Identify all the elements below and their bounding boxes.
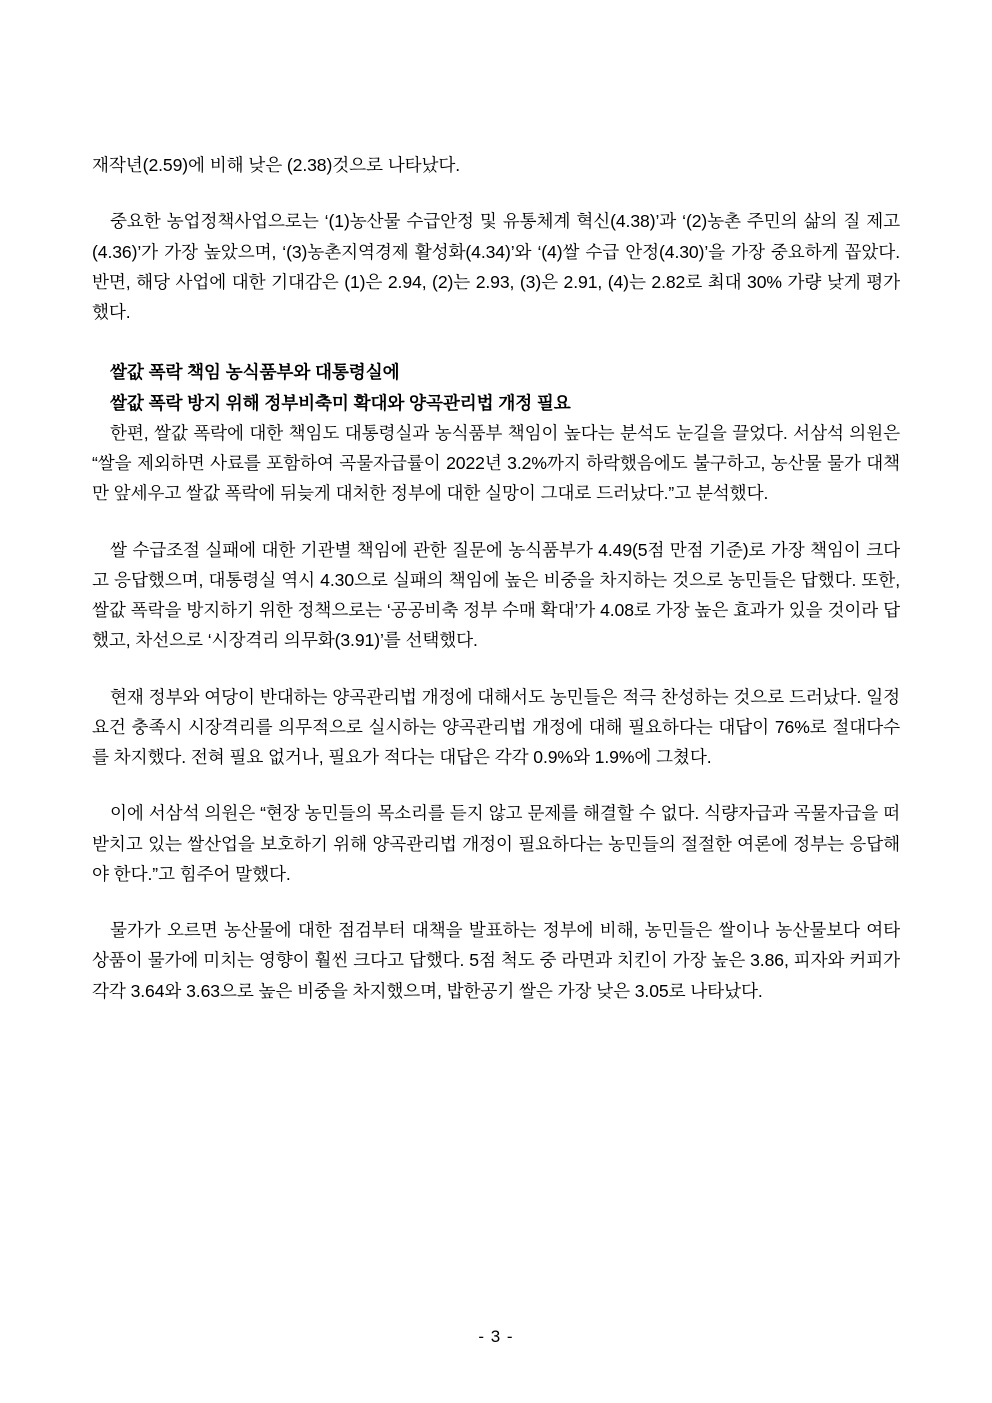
paragraph-price-index: 물가가 오르면 농산물에 대한 점검부터 대책을 발표하는 정부에 비해, 농민들은 쌀이나 농산물보다 여타 상품이 물가에 미치는 영향이 훨씬 크다고 답했다. 5점 척도 중 라면과 치킨이 가장 높은 3.86, 피자와 커피가 각각 3.64와 3.63으로 높은 비중을 차지했으며, 밥한공기 쌀은 가장 낮은 3.05로 나타났다. xyxy=(92,920,900,1001)
subheading-law-revision: 쌀값 폭락 방지 위해 정부비축미 확대와 양곡관리법 개정 필요 xyxy=(110,392,571,413)
paragraph-spacer xyxy=(92,509,900,535)
paragraph-supply-failure: 쌀 수급조절 실패에 대한 기관별 책임에 관한 질문에 농식품부가 4.49(5점 만점 기준)로 가장 책임이 크다고 응답했으며, 대통령실 역시 4.30으로 실패의 책임에 높은 비중을 차지하는 것으로 농민들은 답했다. 또한, 쌀값 폭락을 방지하기 위한 정책으로는 ‘공공비축 정부 수매 확대’가 4.08로 가장 높은 효과가 있을 것이라 답했고, 차선으로 ‘시장격리 의무화(3.91)’를 선택했다. xyxy=(92,539,900,651)
subheading-responsibility: 쌀값 폭락 책임 농식품부와 대통령실에 xyxy=(110,362,400,383)
paragraph-spacer xyxy=(92,656,900,682)
section-spacer xyxy=(92,327,900,357)
paragraph-spacer xyxy=(92,772,900,798)
paragraph-continuation: 재작년(2.59)에 비해 낮은 (2.38)것으로 나타났다. xyxy=(92,155,461,175)
paragraph-rice-price-analysis: 한편, 쌀값 폭락에 대한 책임도 대통령실과 농식품부 책임이 높다는 분석도 눈길을 끌었다. 서삼석 의원은 “쌀을 제외하면 사료를 포함하여 곡물자급률이 2022년 3.2%까지 하락했음에도 불구하고, 농산물 물가 대책만 앞세우고 쌀값 폭락에 뒤늦게 대처한 정부에 대한 실망이 그대로 드러났다.”고 분석했다. xyxy=(92,422,900,504)
paragraph-policy-projects: 중요한 농업정책사업으로는 ‘(1)농산물 수급안정 및 유통체계 혁신(4.38)’과 ‘(2)농촌 주민의 삶의 질 제고(4.36)’가 가장 높았으며, ‘(3)농촌지역경제 활성화(4.34)’와 ‘(4)쌀 수급 안정(4.30)’을 가장 중요하게 꼽았다. 반면, 해당 사업에 대한 기대감은 (1)은 2.94, (2)는 2.93, (3)은 2.91, (4)는 2.82로 최대 30% 가량 낮게 평가했다. xyxy=(92,211,900,322)
page-number: - 3 - xyxy=(478,1327,514,1346)
paragraph-grain-law-support: 현재 정부와 여당이 반대하는 양곡관리법 개정에 대해서도 농민들은 적극 찬성하는 것으로 드러났다. 일정요건 충족시 시장격리를 의무적으로 실시하는 양곡관리법 개정에 대해 필요하다는 대답이 76%로 절대다수를 차지했다. 전혀 필요 없거나, 필요가 적다는 대답은 각각 0.9%와 1.9%에 그쳤다. xyxy=(92,686,900,767)
paragraph-spacer xyxy=(92,889,900,915)
paragraph-spacer xyxy=(92,180,900,206)
document-body xyxy=(92,150,900,1006)
paragraph-lawmaker-quote: 이에 서삼석 의원은 “현장 농민들의 목소리를 듣지 않고 문제를 해결할 수 없다. 식량자급과 곡물자급을 떠받치고 있는 쌀산업을 보호하기 위해 양곡관리법 개정이 필요하다는 농민들의 절절한 여론에 정부는 응답해야 한다.”고 힘주어 말했다. xyxy=(92,803,900,884)
